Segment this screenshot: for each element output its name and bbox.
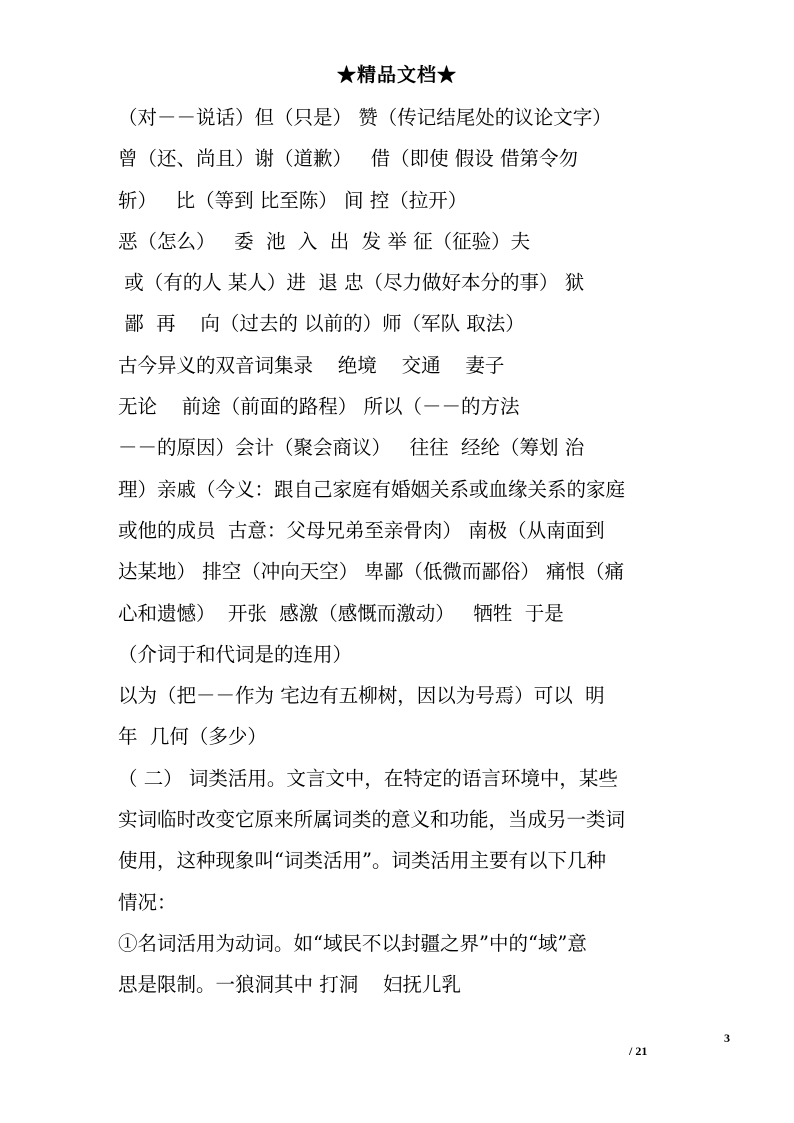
text-line: 鄙 再 向（过去的 以前的）师（军队 取法）	[118, 312, 525, 336]
text-line: 或（有的人 某人）进 退 忠（尽力做好本分的事） 狱	[118, 271, 585, 295]
page-number: 3	[724, 1031, 730, 1045]
document-header-title: ★精品文档★	[336, 64, 457, 86]
text-line: 恶（怎么） 委 池 入 出 发 举 征（征验）夫	[118, 229, 531, 253]
document-body	[118, 97, 690, 1006]
text-line: －－的原因）会计（聚会商议） 往往 经纶（筹划 治	[118, 436, 585, 460]
text-line: 心和遗憾） 开张 感激（感慨而激动） 牺牲 于是	[118, 601, 564, 625]
text-line: 无论 前途（前面的路程） 所以（－－的方法	[118, 395, 520, 419]
text-line: 思是限制。一狼洞其中 打洞 妇抚儿乳	[118, 973, 461, 997]
text-line: （介词于和代词是的连用）	[118, 642, 353, 666]
text-line: ①名词活用为动词。如“域民不以封疆之界”中的“域”意	[118, 931, 587, 955]
text-line: 斩） 比（等到 比至陈） 间 控（拉开）	[118, 188, 468, 212]
text-line: 以为（把－－作为 宅边有五柳树，因以为号焉）可以 明	[118, 684, 605, 708]
text-line: 年 几何（多少）	[118, 725, 267, 749]
page-total: / 21	[629, 1044, 648, 1058]
text-line: 情况：	[118, 890, 177, 914]
text-line: （ 二） 词类活用。文言文中，在特定的语言环境中，某些	[118, 766, 618, 790]
text-line: 达某地） 排空（冲向天空） 卑鄙（低微而鄙俗） 痛恨（痛	[118, 560, 625, 584]
text-line: 使用，这种现象叫“词类活用”。词类活用主要有以下几种	[118, 849, 606, 873]
text-line: 理）亲戚（今义：跟自己家庭有婚姻关系或血缘关系的家庭	[118, 477, 626, 501]
text-line: 曾（还、尚且）谢（道歉） 借（即使 假设 借第令勿	[118, 147, 578, 171]
text-line: 古今异义的双音词集录 绝境 交通 妻子	[118, 353, 505, 377]
text-line: 实词临时改变它原来所属词类的意义和功能，当成另一类词	[118, 808, 626, 832]
text-line: 或他的成员 古意：父母兄弟至亲骨肉） 南极（从南面到	[118, 518, 605, 542]
text-line: （对－－说话）但（只是） 赞（传记结尾处的议论文字）	[118, 106, 612, 129]
